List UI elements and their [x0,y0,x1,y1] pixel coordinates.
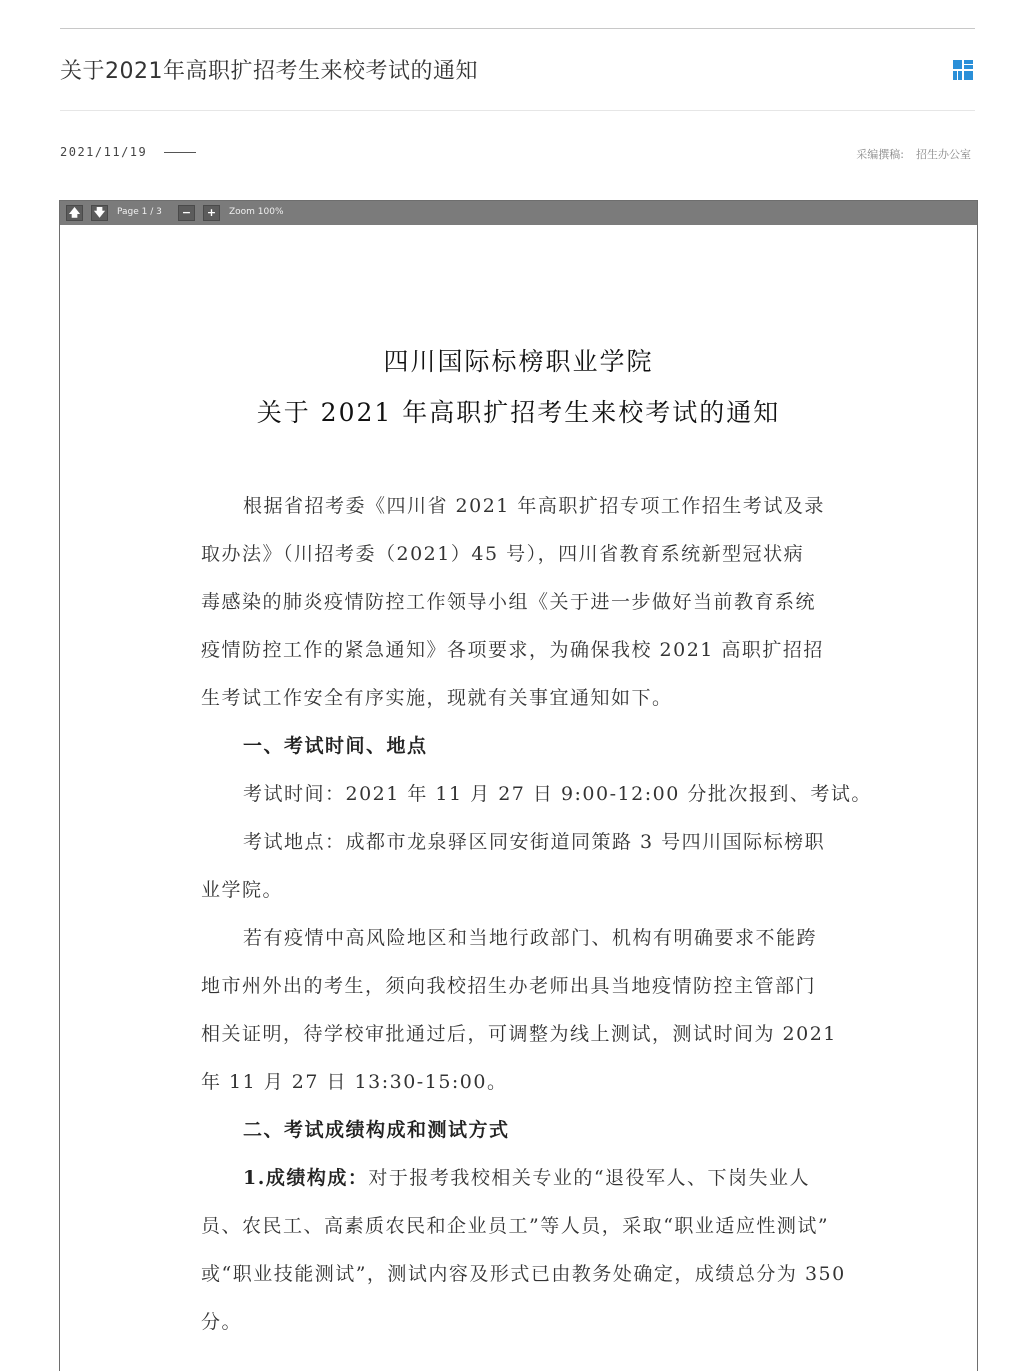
top-divider [60,28,975,29]
covid-para-line: 地市州外出的考生，须向我校招生办老师出具当地疫情防控主管部门 [201,975,817,997]
editor-label: 采编撰稿: [856,148,904,161]
para1-line: 取办法》（川招考委（2021）45 号），四川省教育系统新型冠状病 [201,543,805,565]
zoom-in-button[interactable]: + [203,205,220,221]
editor-value: 招生办公室 [916,148,971,161]
exam-place-line: 考试地点：成都市龙泉驿区同安街道同策路 3 号四川国际标榜职 [243,831,826,853]
zoom-out-button[interactable]: − [178,205,195,221]
score-line: 或“职业技能测试”，测试内容及形式已由教务处确定，成绩总分为 350 [201,1263,846,1285]
para1-line: 生考试工作安全有序实施，现就有关事宜通知如下。 [201,687,673,709]
doc-title-school: 四川国际标榜职业学院 [383,347,654,376]
exam-time: 考试时间：2021 年 11 月 27 日 9:00-12:00 分批次报到、考试。 [243,783,872,805]
section-heading-2: 二、考试成绩构成和测试方式 [243,1119,510,1141]
next-page-button[interactable] [91,205,108,221]
score-line: 员、农民工、高素质农民和企业员工”等人员，采取“职业适应性测试” [201,1215,830,1237]
covid-para-line: 相关证明，待学校审批通过后，可调整为线上测试，测试时间为 2021 [201,1023,837,1045]
exam-place-line: 业学院。 [201,879,284,901]
header-divider [60,110,975,111]
date-dash [164,152,196,153]
covid-para-line: 年 11 月 27 日 13:30-15:00。 [201,1071,508,1093]
para1-line: 毒感染的肺炎疫情防控工作领导小组《关于进一步做好当前教育系统 [201,591,817,613]
prev-page-button[interactable] [66,205,83,221]
covid-para-line: 若有疫情中高风险地区和当地行政部门、机构有明确要求不能跨 [243,927,818,949]
score-line [243,1163,843,1190]
score-text: 对于报考我校相关专业的“退役军人、下岗失业人 [368,1167,811,1189]
editor-info [856,146,971,162]
page-title: 关于2021年高职扩招考生来校考试的通知 [60,59,478,84]
para1-line: 根据省招考委《四川省 2021 年高职扩招专项工作招生考试及录 [243,495,825,517]
para1-line: 疫情防控工作的紧急通知》各项要求，为确保我校 2021 高职扩招招 [201,639,824,661]
qr-grid-icon[interactable] [953,60,973,80]
arrow-down-icon: 🡇 [93,206,106,219]
page-indicator: Page 1 / 3 [117,207,162,217]
section-heading-1: 一、考试时间、地点 [243,735,428,757]
score-line: 分。 [201,1311,243,1333]
zoom-indicator: Zoom 100% [229,207,284,217]
publish-date: 2021/11/19 [60,145,148,159]
pdf-viewer [59,200,978,1371]
score-label: 1.成绩构成： [243,1167,369,1189]
doc-title-notice: 关于 2021 年高职扩招考生来校考试的通知 [256,398,781,427]
arrow-up-icon: 🡅 [68,206,81,219]
viewer-toolbar [60,201,977,225]
